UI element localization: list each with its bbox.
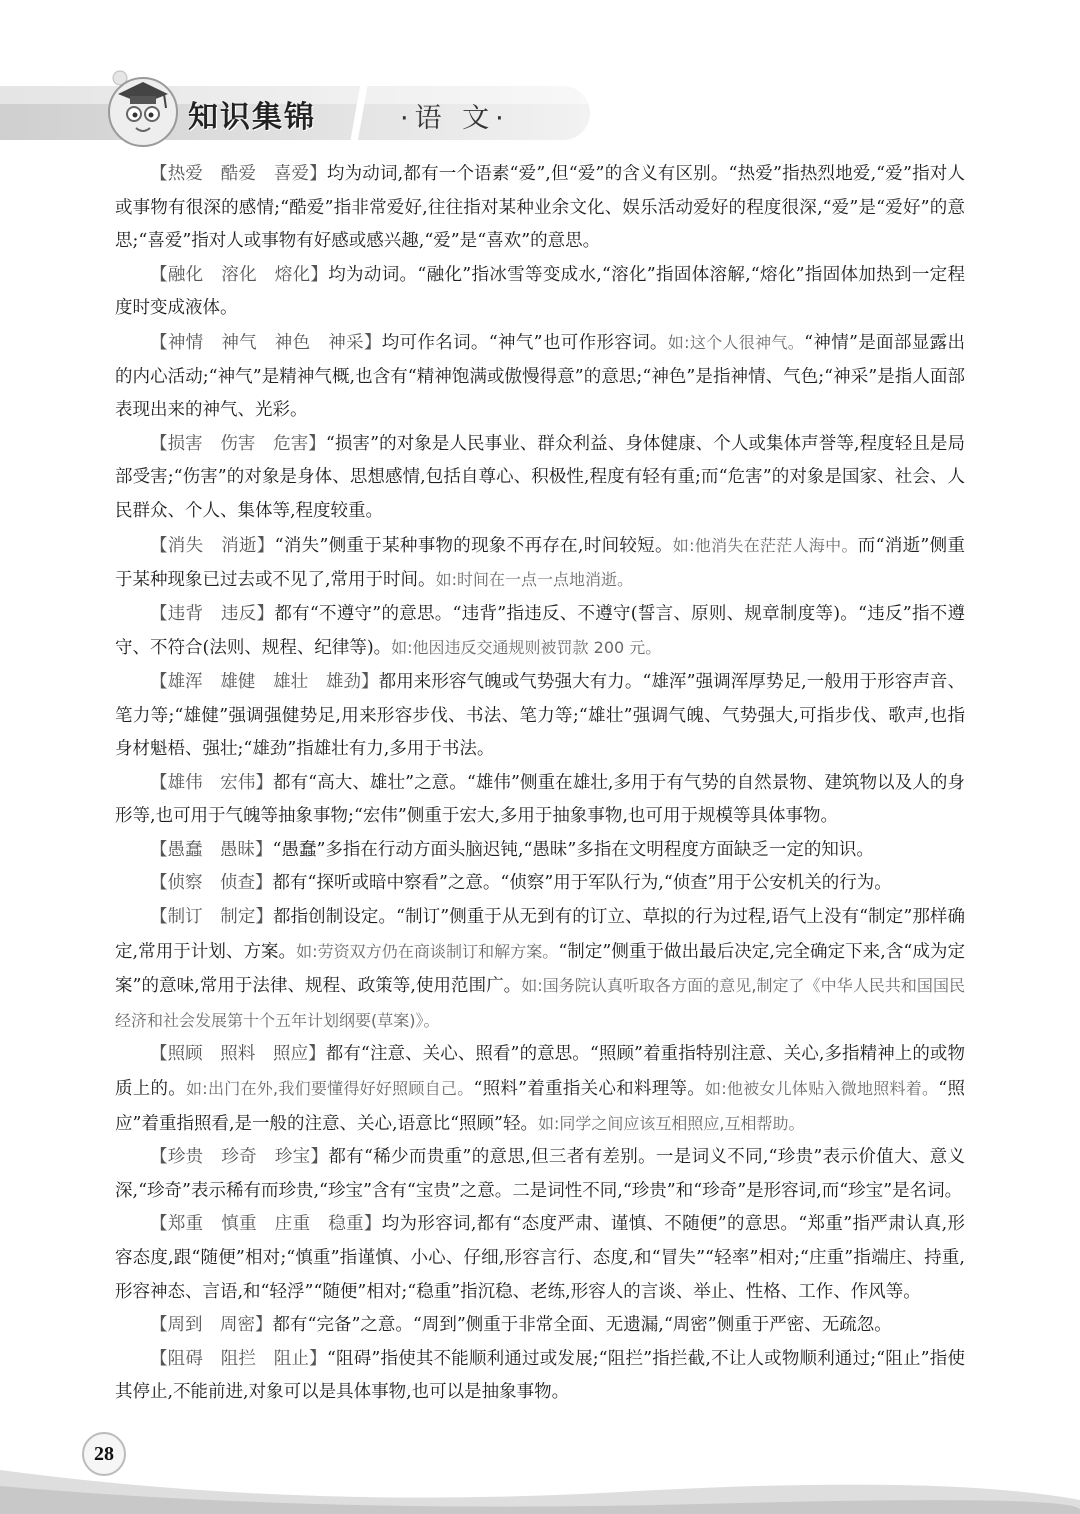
entry-text: 均为动词,都有一个语素“爱”,但“爱”的含义有区别。“热爱”指热烈地爱,“爱”指对人或事物有很深的感情;“酷爱”指非常爱好,往往指对某种业余文化、娱乐活动爱好的程度很深,“爱”是“爱好”的意思;“喜爱”指对人或事物有好感或感兴趣,“爱”是“喜欢”的意思。 <box>115 164 965 252</box>
entry-text: “照应”着重指照看,是一般的注意、关心,语意比“照顾”轻。 <box>115 1079 965 1134</box>
entry-terms: 【神情 神气 神色 神采】 <box>150 332 382 353</box>
entry-example: 如:劳资双方仍在商谈制订和解方案。 <box>296 941 559 961</box>
entry-terms: 【侦察 侦查】 <box>150 873 273 894</box>
entry-example: 如:同学之间应该互相照应,互相帮助。 <box>537 1113 805 1133</box>
entry-text: “照料”着重指关心和料理等。 <box>473 1079 705 1100</box>
entry-example: 如:他因违反交通规则被罚款 200 元。 <box>391 638 662 658</box>
footer-wave <box>0 1440 1080 1514</box>
entry-terms: 【违背 违反】 <box>150 603 275 624</box>
mascot-icon <box>100 64 186 150</box>
entry-example: 如:他消失在茫茫人海中。 <box>672 535 858 555</box>
entry-terms: 【损害 伤害 危害】 <box>150 433 326 454</box>
entry-paragraph <box>115 598 965 666</box>
entry-terms: 【阻碍 阻拦 阻止】 <box>150 1348 327 1369</box>
entry-paragraph <box>115 326 965 428</box>
entry-text: 都有“高大、雄壮”之意。“雄伟”侧重在雄壮,多用于有气势的自然景物、建筑物以及人的身形等,也可用于气魄等抽象事物;“宏伟”侧重于宏大,多用于抽象事物,也可用于规模等具体事物。 <box>115 772 965 827</box>
entry-example: 如:国务院认真听取各方面的意见,制定了《中华人民共和国国民经济和社会发展第十个五年计划纲要(草案)》。 <box>115 976 965 1030</box>
entry-example: 如:他被女儿体贴入微地照料着。 <box>704 1079 939 1099</box>
entry-text: 均可作名词。“神气”也可作形容词。 <box>381 332 668 353</box>
entry-text: 都有“完备”之意。“周到”侧重于非常全面、无遗漏,“周密”侧重于严密、无疏忽。 <box>272 1315 892 1336</box>
entry-terms: 【雄浑 雄健 雄壮 雄劲】 <box>150 671 379 692</box>
entry-terms: 【愚蠢 愚昧】 <box>150 839 273 860</box>
entry-paragraph <box>115 1343 965 1410</box>
entry-text: “愚蠢”多指在行动方面头脑迟钝,“愚昧”多指在文明程度方面缺乏一定的知识。 <box>272 839 874 860</box>
header-title: 知识集锦 <box>188 100 316 135</box>
header-subject: ·语 文· <box>400 103 510 134</box>
entry-text: 都有“探听或暗中察看”之意。“侦察”用于军队行为,“侦查”用于公安机关的行为。 <box>272 873 892 894</box>
entry-terms: 【消失 消逝】 <box>150 535 275 556</box>
entry-paragraph <box>115 666 965 767</box>
entry-text: 都有“不遵守”的意思。“违背”指违反、不遵守(誓言、原则、规章制度等)。“违反”指不遵守、不符合(法则、规程、纪律等)。 <box>115 603 965 659</box>
entry-example: 如:这个人很神气。 <box>667 332 805 352</box>
entry-text: 都有“注意、关心、照看”的意思。“照顾”着重指特别注意、关心,多指精神上的或物质上的。 <box>115 1044 965 1100</box>
entry-terms: 【珍贵 珍奇 珍宝】 <box>150 1147 329 1168</box>
entry-text: “制定”侧重于做出最后决定,完全确定下来,含“成为定案”的意味,常用于法律、规程、政策等,使用范围广。 <box>115 941 965 997</box>
header-separator <box>340 86 380 140</box>
entry-text: “消失”侧重于某种事物的现象不再存在,时间较短。 <box>274 535 673 556</box>
entry-paragraph <box>115 1208 965 1309</box>
entry-text: “阻碍”指使其不能顺利通过或发展;“阻拦”指拦截,不让人或物顺利通过;“阻止”指使其停止,不能前进,对象可以是具体事物,也可以是抽象事物。 <box>115 1348 965 1403</box>
entry-paragraph <box>115 867 965 901</box>
entry-paragraph <box>115 1038 965 1141</box>
entry-example: 如:时间在一点一点地消逝。 <box>435 570 633 590</box>
entry-text: “神情”是面部显露出的内心活动;“神气”是精神气概,也含有“精神饱满或傲慢得意”的意思;“神色”是指神情、气色;“神采”是指人面部表现出来的神气、光彩。 <box>115 332 965 421</box>
entry-terms: 【热爱 酷爱 喜爱】 <box>150 164 327 184</box>
page-number: 28 <box>82 1432 126 1476</box>
entry-paragraph <box>115 834 965 868</box>
entry-paragraph <box>115 901 965 1038</box>
entry-paragraph <box>115 428 965 529</box>
entry-paragraph <box>115 529 965 598</box>
entry-paragraph <box>115 1141 965 1208</box>
entry-paragraph <box>115 1309 965 1343</box>
entry-paragraph <box>115 767 965 834</box>
entry-terms: 【雄伟 宏伟】 <box>150 772 274 793</box>
entry-paragraph <box>115 158 965 259</box>
entry-terms: 【郑重 慎重 庄重 稳重】 <box>150 1214 382 1235</box>
entry-text: 都用来形容气魄或气势强大有力。“雄浑”强调浑厚势足,一般用于形容声音、笔力等;“雄健”强调强健势足,用来形容步伐、书法、笔力等;“雄壮”强调气魄、气势强大,可指步伐、歌声,也指身材魁梧、强壮;“雄劲”指雄壮有力,多用于书法。 <box>115 671 965 760</box>
entry-text: 均为形容词,都有“态度严肃、谨慎、不随便”的意思。“郑重”指严肃认真,形容态度,跟“随便”相对;“慎重”指谨慎、小心、仔细,形容言行、态度,和“冒失”“轻率”相对;“庄重”指端庄、持重,形容神态、言语,和“轻浮”“随便”相对;“稳重”指沉稳、老练,形容人的言谈、举止、性格、工作、作风等。 <box>115 1214 965 1302</box>
entry-text: 都有“稀少而贵重”的意思,但三者有差别。一是词义不同,“珍贵”表示价值大、意义深,“珍奇”表示稀有而珍贵,“珍宝”含有“宝贵”之意。二是词性不同,“珍贵”和“珍奇”是形容词,而“珍宝”是名词。 <box>115 1147 966 1201</box>
entry-text: 而“消逝”侧重于某种现象已过去或不见了,常用于时间。 <box>115 535 965 591</box>
entry-text: 均为动词。“融化”指冰雪等变成水,“溶化”指固体溶解,“熔化”指固体加热到一定程度时变成液体。 <box>115 264 965 319</box>
entry-example: 如:出门在外,我们要懂得好好照顾自己。 <box>186 1079 474 1099</box>
entry-text: “损害”的对象是人民事业、群众利益、身体健康、个人或集体声誉等,程度轻且是局部受害;“伤害”的对象是身体、思想感情,包括自尊心、积极性,程度有轻有重;而“危害”的对象是国家、社会、人民群众、个人、集体等,程度较重。 <box>115 433 966 521</box>
content-body <box>115 158 965 1410</box>
entry-terms: 【制订 制定】 <box>150 907 274 928</box>
entry-text: 都指创制设定。“制订”侧重于从无到有的订立、草拟的行为过程,语气上没有“制定”那样确定,常用于计划、方案。 <box>115 907 965 962</box>
entry-terms: 【周到 周密】 <box>150 1315 273 1336</box>
entry-paragraph <box>115 259 965 326</box>
entry-terms: 【融化 溶化 熔化】 <box>150 264 329 285</box>
entry-terms: 【照顾 照料 照应】 <box>150 1044 326 1065</box>
